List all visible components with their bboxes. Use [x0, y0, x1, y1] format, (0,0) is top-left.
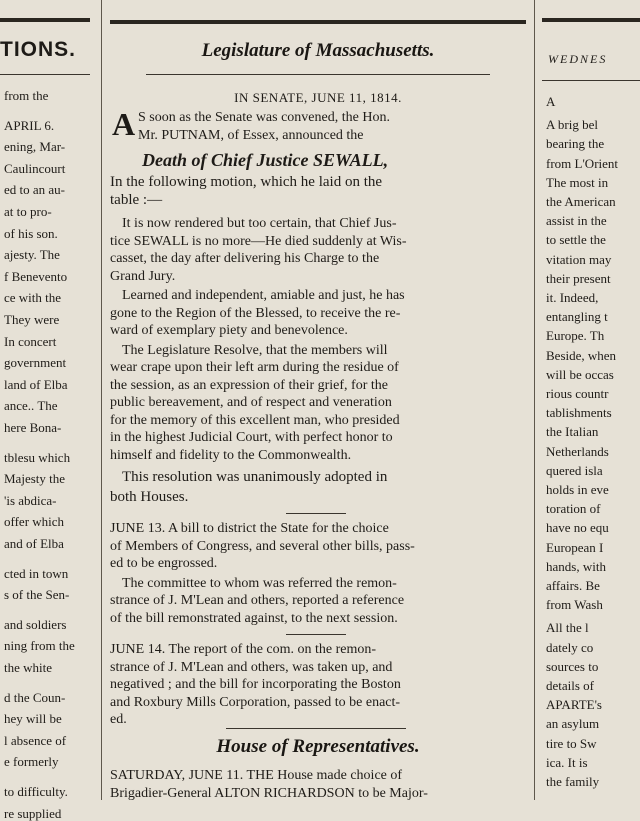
- left-line-1: from the: [4, 88, 49, 103]
- june14-line-1: JUNE 14. The report of the com. on the remon-: [110, 642, 377, 657]
- saturday-line-2: Brigadier-General ALTON RICHARDSON to be Major-: [110, 786, 428, 801]
- right-line-3: bearing the: [546, 136, 605, 152]
- para1-line-1: It is now rendered but too certain, that Chief Jus-: [122, 216, 397, 231]
- para3-line-5: for the memory of this excellent man, who presided: [110, 412, 400, 428]
- right-line-22: toration of: [546, 501, 601, 517]
- right-line-14: Beside, when: [546, 347, 617, 363]
- right-line-24: European I: [546, 539, 604, 555]
- saturday-line-1: SATURDAY, JUNE 11. THE House made choice of: [110, 768, 403, 783]
- left-line-31: to difficulty.: [4, 784, 68, 799]
- para1-line-2: tice SEWALL is no more—He died suddenly at Wis-: [110, 233, 407, 249]
- left-line-23: s of the Sen-: [4, 587, 70, 603]
- right-line-21: holds in eve: [546, 482, 609, 497]
- june13-line-3: ed to be engrossed.: [110, 556, 218, 571]
- right-line-15: will be occas: [546, 366, 614, 382]
- left-line-25: ning from the: [4, 638, 75, 654]
- right-line-18: the Italian: [546, 424, 599, 440]
- right-line-19: Netherlands: [546, 443, 609, 459]
- right-line-10: their present: [546, 270, 611, 286]
- left-line-15: ance.. The: [4, 398, 58, 414]
- june13-line-2: of Members of Congress, and several other bills, pass-: [110, 538, 415, 554]
- column-divider-left: [101, 0, 102, 800]
- right-column: [538, 0, 640, 800]
- right-line-1: A: [546, 94, 556, 109]
- intro-line-2: Mr. PUTNAM, of Essex, announced the: [138, 128, 364, 143]
- left-line-30: e formerly: [4, 754, 59, 770]
- right-line-36: the family: [546, 774, 600, 789]
- left-line-17: tblesu which: [4, 449, 71, 465]
- right-line-5: The most in: [546, 174, 609, 190]
- para3-line-6: in the highest Judicial Court, with perfect honor to: [110, 430, 393, 445]
- left-line-22: cted in town: [4, 565, 69, 581]
- right-line-29: dately co: [546, 639, 594, 655]
- senate-dateline: IN SENATE, JUNE 11, 1814.: [234, 90, 402, 105]
- title-rule: [146, 74, 490, 75]
- right-line-17: tablishments: [546, 405, 612, 421]
- left-line-27: d the Coun-: [4, 689, 66, 705]
- committee-line-2: strance of J. M'Lean and others, reported a reference: [110, 593, 405, 608]
- right-line-33: an asylum: [546, 716, 600, 732]
- right-line-25: hands, with: [546, 558, 606, 574]
- right-line-11: it. Indeed,: [546, 290, 599, 305]
- right-line-28: All the l: [546, 620, 589, 636]
- left-line-10: ce with the: [4, 290, 62, 306]
- left-line-32: re supplied: [4, 805, 62, 821]
- right-line-34: tire to Sw: [546, 735, 597, 751]
- article-title: Legislature of Massachusetts.: [201, 40, 435, 61]
- june14-line-3: negatived ; and the bill for incorporating the Boston: [110, 677, 401, 692]
- left-line-26: the white: [4, 660, 53, 675]
- left-line-24: and soldiers: [4, 616, 67, 632]
- june14-line-2: strance of J. M'Lean and others, was taken up, and: [110, 659, 393, 675]
- para3-line-3: the session, as an expression of their grief, for the: [110, 377, 388, 393]
- left-line-12: In concert: [4, 333, 57, 349]
- intro-line-1: S soon as the Senate was convened, the Hon.: [138, 110, 390, 125]
- top-rule: [110, 20, 526, 24]
- house-rule: [226, 728, 406, 729]
- para3-line-7: himself and fidelity to the Commonwealth.: [110, 447, 352, 463]
- left-line-16: here Bona-: [4, 420, 62, 435]
- adopted-line-2: both Houses.: [110, 489, 189, 505]
- left-line-13: government: [4, 355, 67, 371]
- house-title: House of Representatives.: [216, 736, 420, 757]
- main-column: [106, 0, 530, 800]
- committee-line-3: of the bill remonstrated against, to the next session.: [110, 610, 398, 626]
- right-line-8: to settle the: [546, 232, 606, 248]
- left-column: [0, 0, 98, 821]
- adopted-line-1: This resolution was unanimously adopted in: [122, 469, 388, 485]
- left-line-18: Majesty the: [4, 471, 66, 487]
- para2-line-3: ward of exemplary piety and benevolence.: [110, 323, 348, 338]
- left-line-9: f Benevento: [4, 268, 68, 284]
- left-line-8: ajesty. The: [4, 247, 60, 263]
- left-line-3: ening, Mar-: [4, 139, 66, 155]
- left-line-19: 'is abdica-: [4, 492, 57, 508]
- right-column-header: WEDNES: [548, 52, 608, 66]
- left-line-21: and of Elba: [4, 536, 64, 551]
- right-line-20: quered isla: [546, 462, 603, 478]
- para1-line-4: Grand Jury.: [110, 268, 176, 284]
- right-line-23: have no equ: [546, 520, 609, 536]
- section-rule: [286, 513, 346, 514]
- para3-line-2: wear crape upon their left arm during the residue of: [110, 360, 399, 375]
- left-line-7: of his son.: [4, 225, 58, 241]
- left-line-28: hey will be: [4, 711, 62, 727]
- right-line-2: A brig bel: [546, 117, 598, 133]
- right-line-4: from L'Orient: [546, 155, 619, 171]
- left-line-14: land of Elba: [4, 376, 68, 392]
- left-column-rule: [0, 74, 90, 75]
- right-line-32: APARTE's: [546, 697, 602, 713]
- right-line-13: Europe. Th: [546, 328, 605, 344]
- right-line-31: details of: [546, 678, 595, 693]
- june14-line-5: ed.: [110, 712, 127, 727]
- right-line-6: the American: [546, 194, 616, 209]
- left-line-6: at to pro-: [4, 204, 52, 219]
- left-column-header: TIONS.: [0, 38, 77, 61]
- death-announcement: Death of Chief Justice SEWALL,: [142, 150, 389, 170]
- right-column-rule: [542, 80, 640, 81]
- left-header-rule: [0, 18, 90, 22]
- right-line-9: vitation may: [546, 251, 612, 267]
- left-line-20: offer which: [4, 514, 65, 530]
- motion-line-2: table :—: [110, 192, 163, 208]
- para3-line-1: The Legislature Resolve, that the members will: [122, 342, 388, 358]
- committee-line-1: The committee to whom was referred the remon-: [122, 575, 397, 591]
- right-line-26: affairs. Be: [546, 578, 600, 593]
- left-line-29: l absence of: [4, 732, 67, 748]
- left-line-5: ed to an au-: [4, 182, 66, 198]
- para3-line-4: public bereavement, and of respect and veneration: [110, 395, 392, 410]
- right-line-27: from Wash: [546, 597, 603, 613]
- para2-line-2: gone to the Region of the Blessed, to receive the re-: [110, 305, 401, 321]
- june13-line-1: JUNE 13. A bill to district the State for the choice: [110, 521, 389, 536]
- left-line-2: APRIL 6.: [4, 117, 55, 133]
- right-line-30: sources to: [546, 658, 599, 674]
- right-header-rule: [542, 18, 640, 22]
- left-line-11: They were: [4, 312, 60, 327]
- para1-line-3: casset, the day after delivering his Charge to the: [110, 251, 380, 266]
- drop-cap: A: [112, 106, 136, 142]
- right-line-35: ica. It is: [546, 754, 588, 770]
- section-rule-2: [286, 634, 346, 635]
- right-line-7: assist in the: [546, 213, 607, 229]
- motion-line-1: In the following motion, which he laid on the: [110, 174, 383, 190]
- left-line-4: Caulincourt: [4, 160, 66, 176]
- right-line-16: rious countr: [546, 386, 609, 401]
- column-divider-right: [534, 0, 535, 800]
- right-line-12: entangling t: [546, 309, 608, 325]
- para2-line-1: Learned and independent, amiable and just, he has: [122, 288, 405, 303]
- june14-line-4: and Roxbury Mills Corporation, passed to be enact-: [110, 694, 401, 710]
